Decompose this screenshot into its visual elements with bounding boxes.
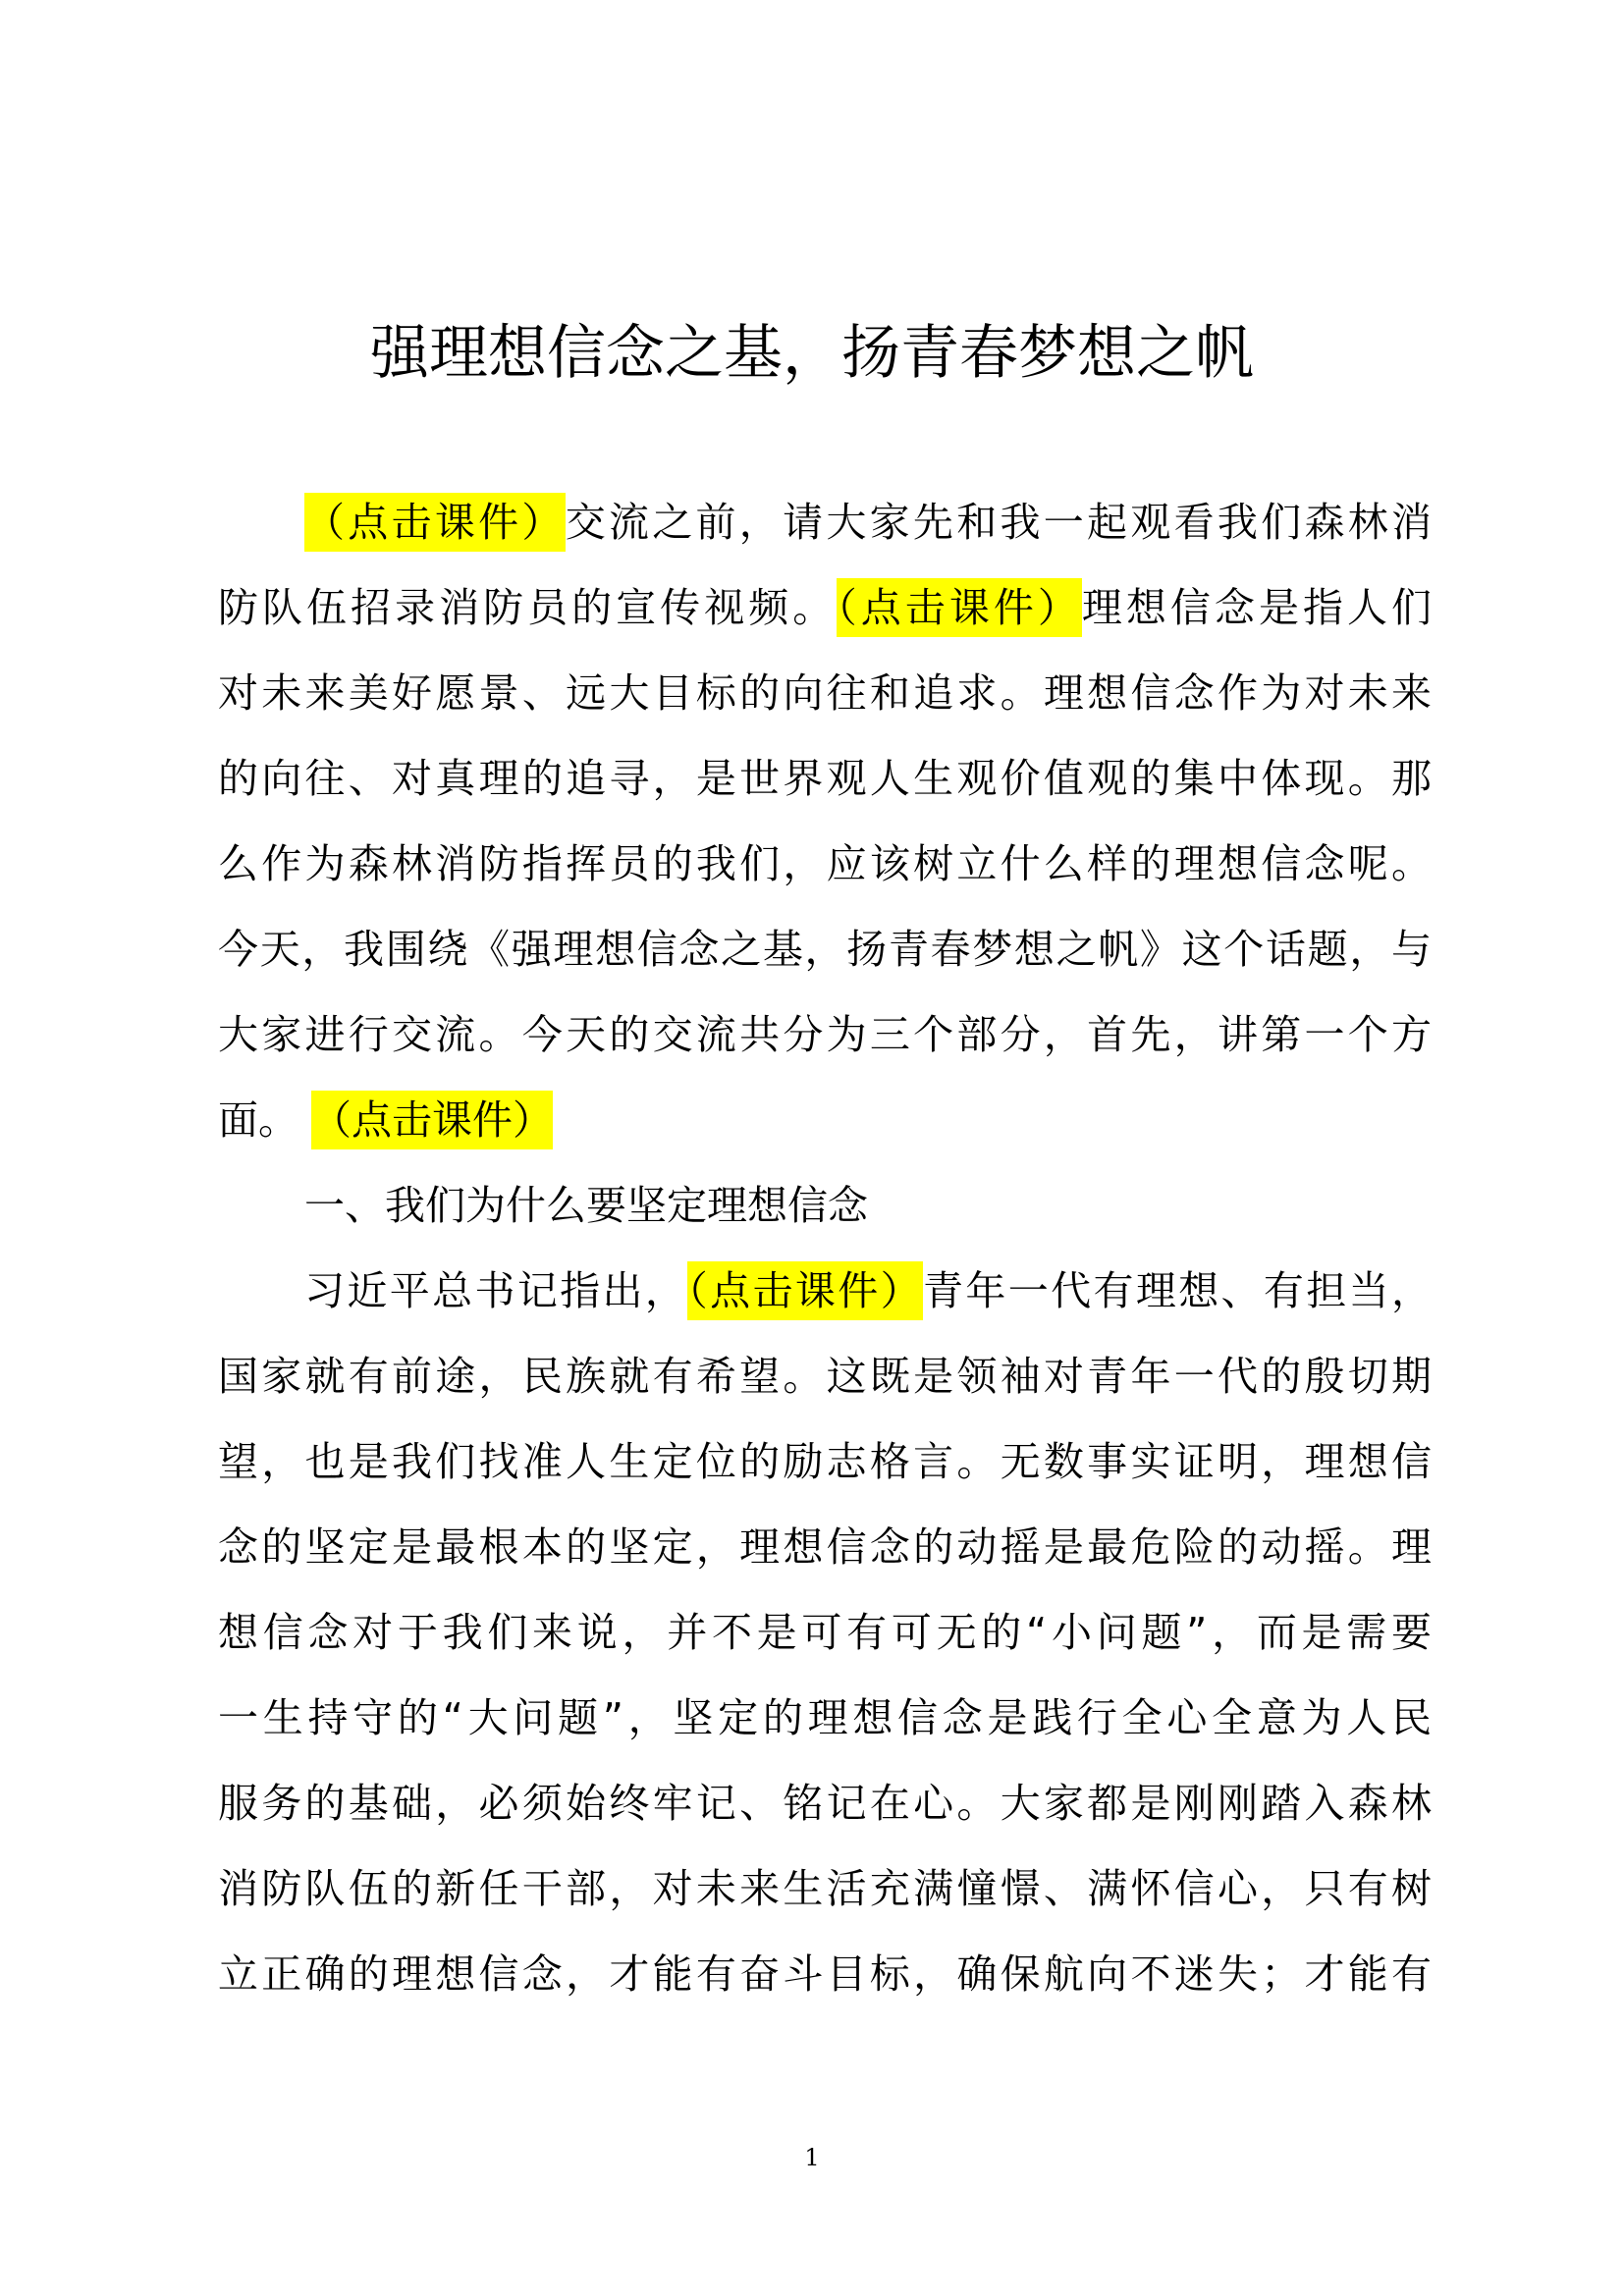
text-line: [218, 992, 1432, 1078]
text-line: [218, 1249, 1432, 1334]
text-line: [218, 651, 1432, 736]
text-line: [218, 565, 1432, 651]
text-line: [218, 1505, 1432, 1590]
text-line: [218, 1761, 1432, 1846]
text-segment: 对未来美好愿景、远大目标的向往和追求。理想信念作为对未来: [218, 669, 1432, 717]
text-segment: 大家进行交流。今天的交流共分为三个部分，首先，讲第一个方: [218, 1011, 1432, 1058]
document-title: 强理想信念之基，扬青春梦想之帆: [370, 319, 1254, 388]
text-segment: 青年一代有理想、有担当，: [923, 1267, 1433, 1314]
text-segment: 国家就有前途，民族就有希望。这既是领袖对青年一代的殷切期: [218, 1353, 1432, 1400]
text-segment: 面。: [218, 1096, 312, 1144]
text-segment: 的向往、对真理的追寻，是世界观人生观价值观的集中体现。那: [218, 755, 1432, 802]
text-segment: 望，也是我们找准人生定位的励志格言。无数事实证明，理想信: [218, 1438, 1432, 1485]
text-segment: 么作为森林消防指挥员的我们，应该树立什么样的理想信念呢。: [218, 840, 1432, 887]
text-segment: 理想信念是指人们: [1081, 584, 1433, 631]
text-segment: 服务的基础，必须始终牢记、铭记在心。大家都是刚刚踏入森林: [218, 1780, 1432, 1827]
text-line: [218, 1419, 1432, 1505]
text-line: [218, 1078, 1432, 1163]
text-line: [218, 1590, 1432, 1676]
text-segment: 立正确的理想信念，才能有奋斗目标，确保航向不迷失；才能有: [218, 1950, 1432, 1998]
text-line: [218, 480, 1432, 565]
text-line: [218, 822, 1432, 907]
text-segment: 念的坚定是最根本的坚定，理想信念的动摇是最危险的动摇。理: [218, 1523, 1432, 1571]
text-line: [218, 1932, 1432, 2017]
text-line: [218, 736, 1432, 822]
text-line: [218, 1676, 1432, 1761]
text-segment: 一生持守的“大问题”，坚定的理想信念是践行全心全意为人民: [218, 1694, 1432, 1741]
text-line: [218, 907, 1432, 992]
highlighted-cue: （点击课件）: [687, 1261, 923, 1320]
page-number: 1: [804, 2144, 820, 2171]
text-segment: 防队伍招录消防员的宣传视频。: [218, 584, 838, 631]
text-segment: 交流之前，请大家先和我一起观看我们森林消: [565, 499, 1433, 546]
text-segment: 习近平总书记指出，: [304, 1267, 688, 1314]
text-segment: 消防队伍的新任干部，对未来生活充满憧憬、满怀信心，只有树: [218, 1865, 1432, 1912]
section-heading: [218, 1163, 1432, 1249]
text-segment: 今天，我围绕《强理想信念之基，扬青春梦想之帆》这个话题，与: [218, 926, 1432, 973]
text-segment: 想信念对于我们来说，并不是可有可无的“小问题”，而是需要: [218, 1609, 1432, 1656]
highlighted-cue: （点击课件）: [304, 493, 566, 552]
highlighted-cue: （点击课件）: [311, 1091, 553, 1149]
highlighted-cue: （点击课件）: [837, 578, 1082, 637]
text-segment: 一、我们为什么要坚定理想信念: [304, 1182, 868, 1229]
text-line: [218, 1846, 1432, 1932]
text-line: [218, 1334, 1432, 1419]
